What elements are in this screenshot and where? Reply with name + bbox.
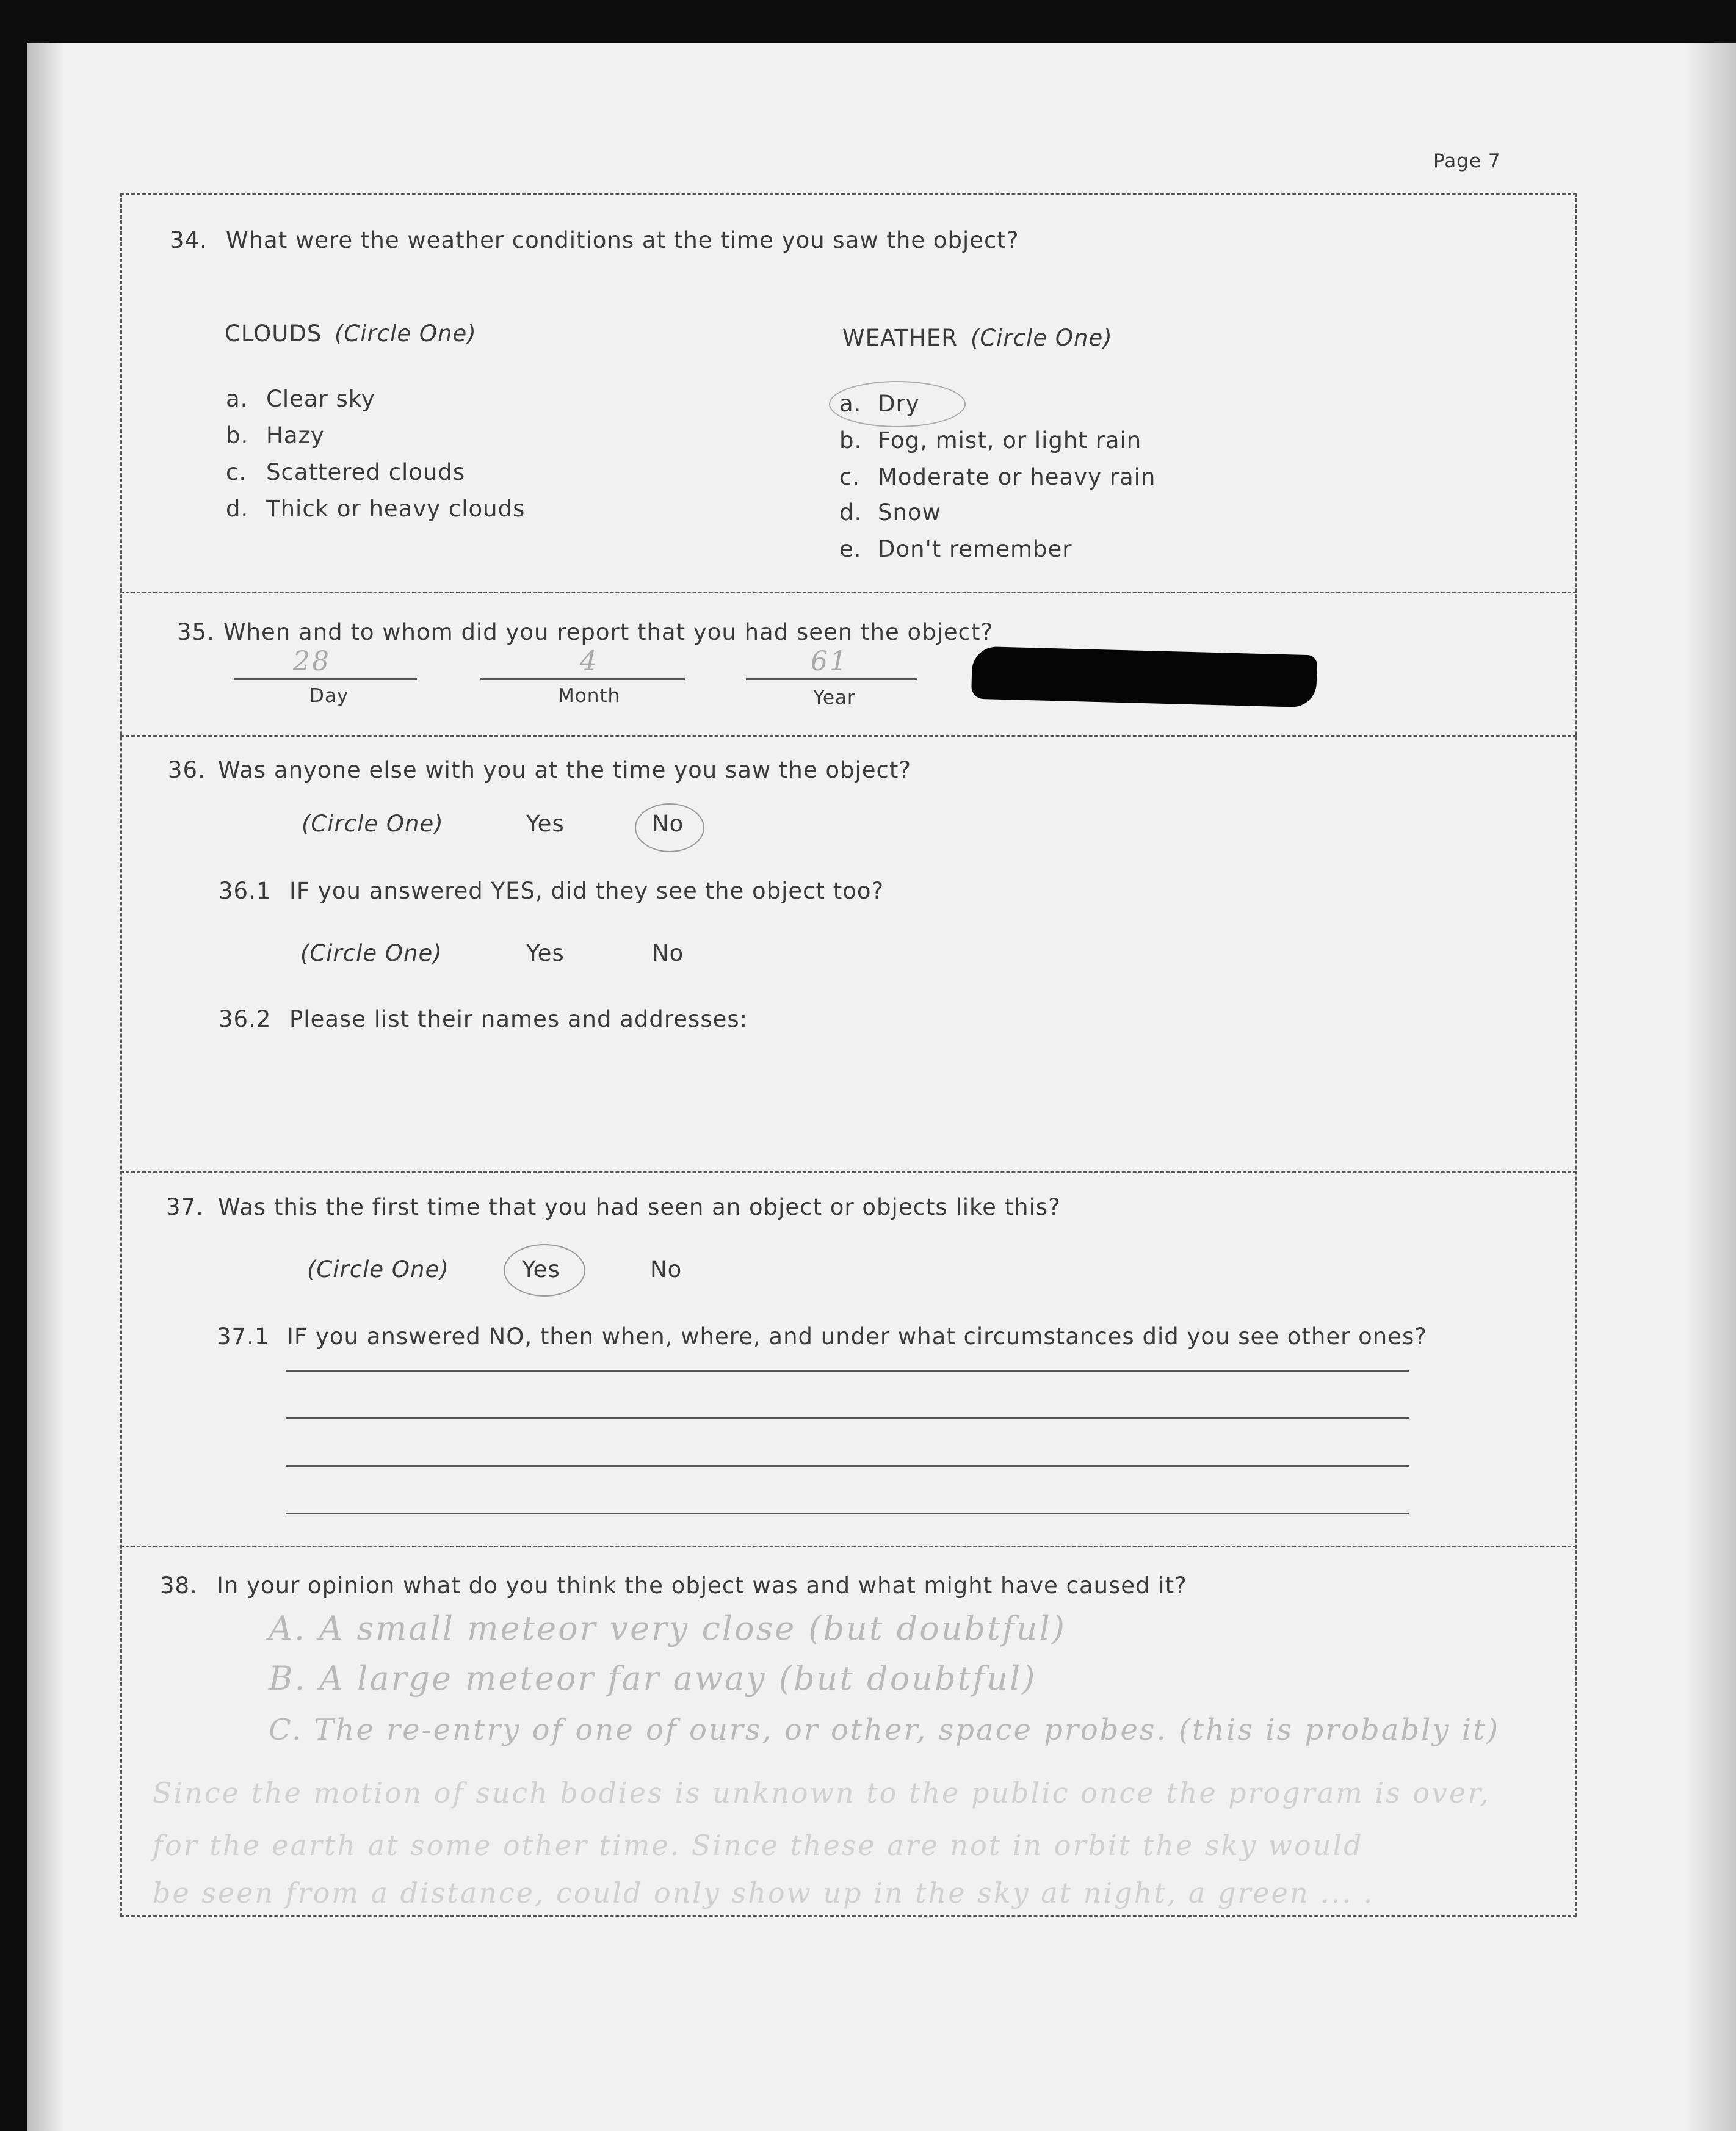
q37-1-answer-line-4[interactable] (286, 1513, 1409, 1514)
weather-dry-circle-mark (829, 381, 966, 427)
clouds-option-c[interactable]: Scattered clouds (266, 459, 466, 485)
q38-answer-line-5[interactable]: for the earth at some other time. Since these are not in orbit the sky would (153, 1829, 1364, 1862)
weather-option-a[interactable]: Dry (878, 391, 920, 417)
q36-1-yes[interactable]: Yes (526, 940, 565, 966)
q37-1-answer-line-2[interactable] (286, 1417, 1409, 1419)
q38-answer-line-4[interactable]: Since the motion of such bodies is unknown to the public once the program is over, (153, 1776, 1491, 1809)
q36-1-no[interactable]: No (652, 940, 684, 966)
q38-number: 38. (160, 1572, 198, 1599)
day-value[interactable]: 28 (293, 646, 331, 677)
q37-1-answer-line-3[interactable] (286, 1465, 1409, 1467)
clouds-option-a-letter: a. (226, 386, 248, 412)
weather-option-b[interactable]: Fog, mist, or light rain (878, 427, 1142, 454)
q35-question: When and to whom did you report that you had seen the object? (223, 619, 994, 645)
q38-answer-line-6[interactable]: be seen from a distance, could only show up in the sky at night, a green ... . (153, 1876, 1375, 1909)
q36-no-circle-mark (635, 803, 704, 852)
clouds-option-b[interactable]: Hazy (266, 422, 325, 449)
q37-instruction: (Circle One) (307, 1256, 449, 1283)
q34-number: 34. (170, 227, 208, 253)
weather-instruction: (Circle One) (971, 325, 1113, 351)
clouds-instruction: (Circle One) (335, 320, 477, 347)
q38-answer-line-3[interactable]: C. The re-entry of one of ours, or other, space probes. (this is probably it) (269, 1713, 1500, 1747)
month-underline (480, 678, 685, 680)
weather-heading: WEATHER (842, 325, 958, 351)
day-underline (234, 678, 417, 680)
weather-option-e-letter: e. (839, 536, 862, 562)
redaction-bar (971, 646, 1317, 708)
q36-2-question: Please list their names and addresses: (289, 1006, 748, 1032)
q37-1-answer-line-1[interactable] (286, 1370, 1409, 1372)
q38-answer-line-1[interactable]: A. A small meteor very close (but doubtful) (269, 1609, 1066, 1648)
year-label: Year (813, 687, 856, 709)
clouds-option-a[interactable]: Clear sky (266, 386, 375, 412)
weather-option-b-letter: b. (839, 427, 863, 454)
weather-option-a-letter: a. (839, 391, 862, 417)
page-label: Page 7 (1433, 150, 1501, 172)
q35-number: 35. (177, 619, 215, 645)
weather-option-c-letter: c. (839, 464, 861, 490)
sheet-left-shadow (27, 43, 64, 2131)
divider-36-37 (120, 1171, 1577, 1173)
q34-question: What were the weather conditions at the time you saw the object? (226, 227, 1019, 253)
weather-option-d-letter: d. (839, 499, 863, 526)
clouds-option-d-letter: d. (226, 496, 249, 522)
q37-yes-circle-mark (504, 1244, 585, 1297)
q36-question: Was anyone else with you at the time you saw the object? (218, 757, 912, 783)
clouds-heading: CLOUDS (225, 320, 322, 347)
q37-1-question: IF you answered NO, then when, where, and under what circumstances did you see other ones? (287, 1323, 1427, 1350)
month-value[interactable]: 4 (580, 646, 599, 677)
month-label: Month (558, 685, 621, 707)
q37-yes[interactable]: Yes (522, 1256, 560, 1283)
year-value[interactable]: 61 (811, 646, 848, 677)
q36-1-question: IF you answered YES, did they see the object too? (289, 878, 884, 904)
clouds-option-c-letter: c. (226, 459, 247, 485)
q36-1-number: 36.1 (219, 878, 272, 904)
q36-1-instruction: (Circle One) (300, 940, 443, 966)
q37-1-number: 37.1 (217, 1323, 270, 1350)
q37-question: Was this the first time that you had seen an object or objects like this? (218, 1194, 1061, 1220)
clouds-option-d[interactable]: Thick or heavy clouds (266, 496, 526, 522)
q38-question: In your opinion what do you think the object was and what might have caused it? (217, 1572, 1187, 1599)
divider-35-36 (120, 735, 1577, 737)
q37-no[interactable]: No (650, 1256, 682, 1283)
weather-option-e[interactable]: Don't remember (878, 536, 1072, 562)
divider-34-35 (120, 592, 1577, 593)
q36-2-number: 36.2 (219, 1006, 272, 1032)
divider-37-38 (120, 1546, 1577, 1547)
q38-answer-line-2[interactable]: B. A large meteor far away (but doubtful) (269, 1659, 1037, 1698)
year-underline (746, 678, 917, 680)
q37-number: 37. (166, 1194, 204, 1220)
day-label: Day (309, 685, 349, 707)
clouds-option-b-letter: b. (226, 422, 249, 449)
weather-option-d[interactable]: Snow (878, 499, 941, 526)
sheet-right-shadow (1685, 43, 1736, 2131)
weather-option-c[interactable]: Moderate or heavy rain (878, 464, 1156, 490)
q36-yes[interactable]: Yes (526, 811, 565, 837)
q36-no[interactable]: No (652, 811, 684, 837)
q36-number: 36. (168, 757, 206, 783)
q36-instruction: (Circle One) (302, 811, 444, 837)
